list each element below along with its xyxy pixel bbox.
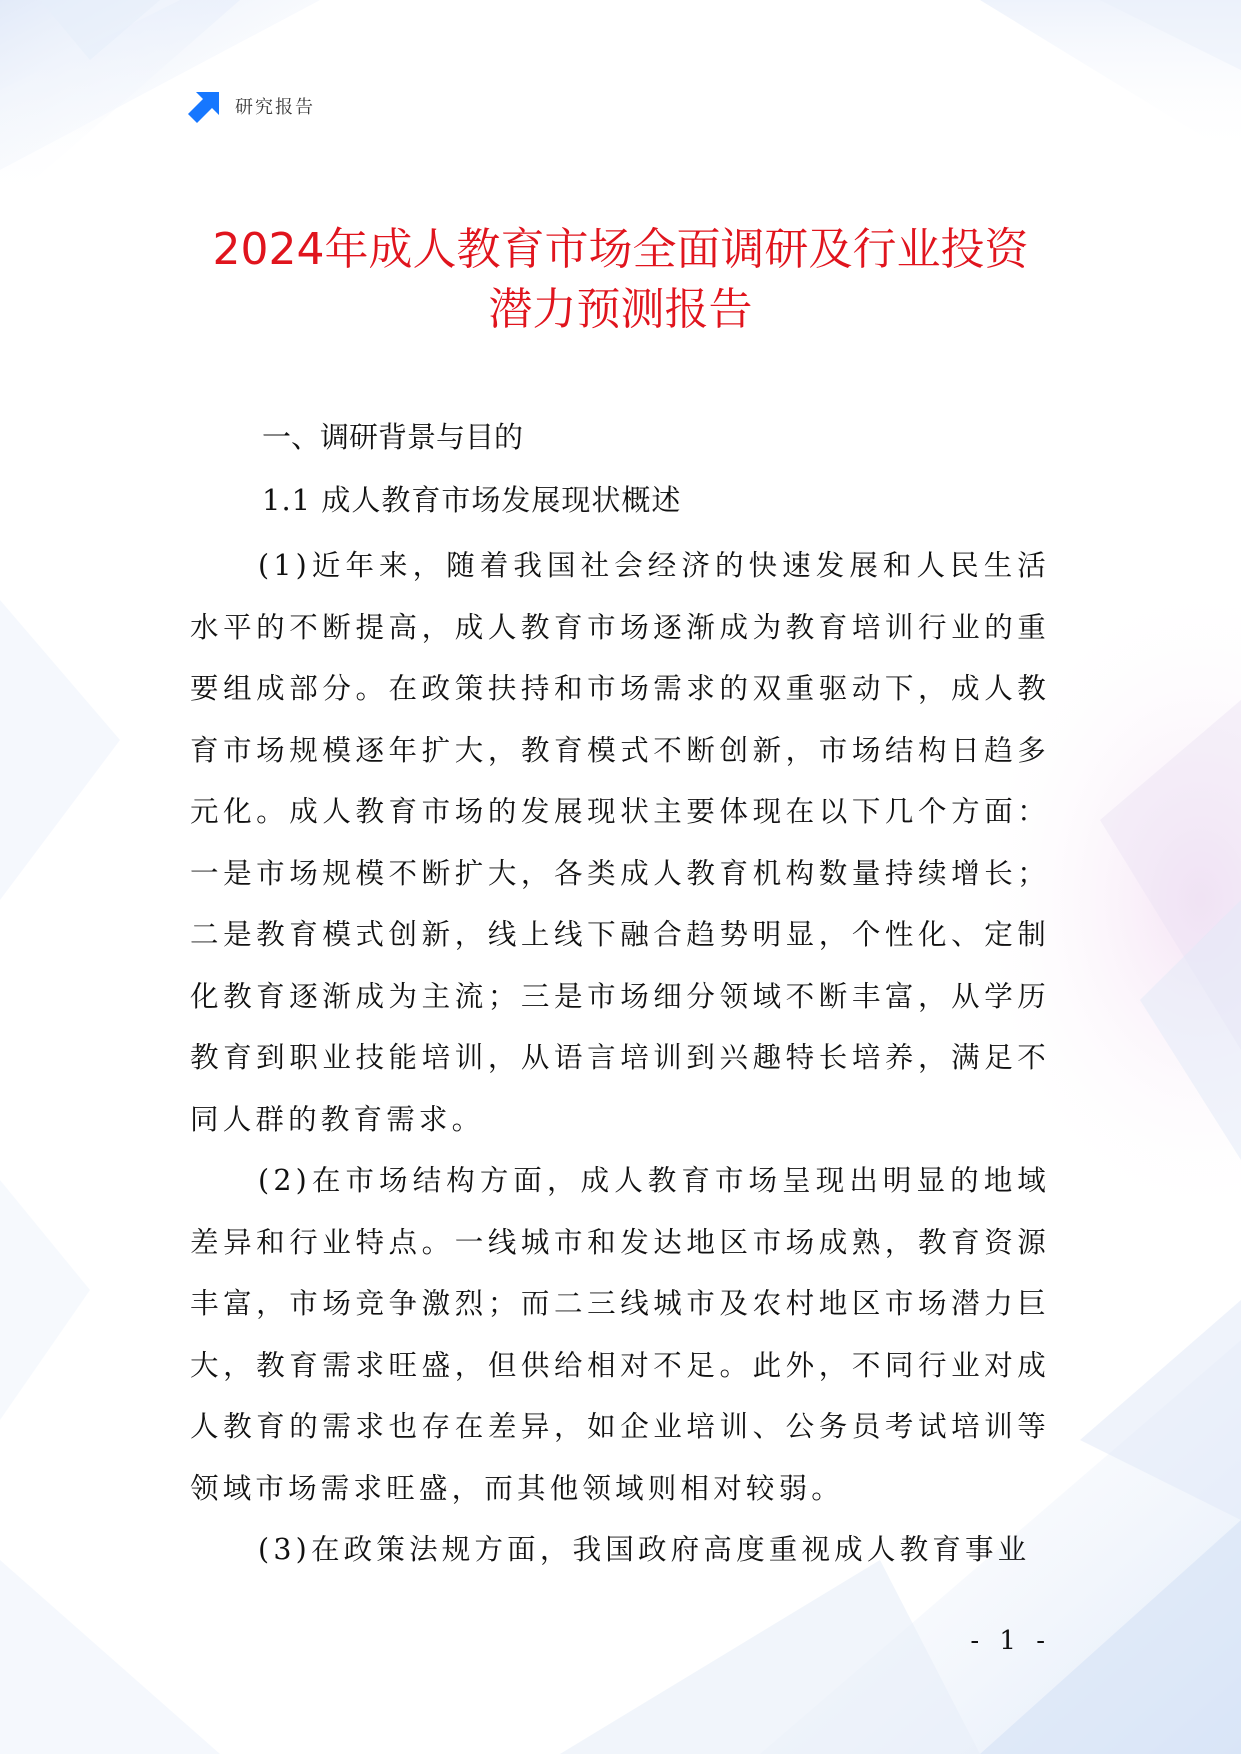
arrow-up-right-icon: [187, 88, 223, 124]
title-line-1: 2024年成人教育市场全面调研及行业投资: [212, 224, 1029, 275]
paragraph: (2)在市场结构方面，成人教育市场呈现出明显的地域差异和行业特点。一线城市和发达地区市场成熟，教育资源丰富，市场竞争激烈；而二三线城市及农村地区市场潜力巨大，教育需求旺盛，但供给相对不足。此外，不同行业对成人教育的需求也存在差异，如企业培训、公务员考试培训等领域市场需求旺盛，而其他领域则相对较弱。: [190, 1164, 1050, 1505]
body-text: [190, 535, 1050, 1581]
paragraph: (1)近年来，随着我国社会经济的快速发展和人民生活水平的不断提高，成人教育市场逐渐成为教育培训行业的重要组成部分。在政策扶持和市场需求的双重驱动下，成人教育市场规模逐年扩大，教育模式不断创新，市场结构日趋多元化。成人教育市场的发展现状主要体现在以下几个方面：一是市场规模不断扩大，各类成人教育机构数量持续增长；二是教育模式创新，线上线下融合趋势明显，个性化、定制化教育逐渐成为主流；三是市场细分领域不断丰富，从学历教育到职业技能培训，从语言培训到兴趣特长培养，满足不同人群的教育需求。: [190, 549, 1050, 1136]
report-header: [187, 88, 315, 124]
page-number: - 1 -: [970, 1626, 1051, 1656]
title-line-2: 潜力预测报告: [488, 284, 753, 335]
header-label: 研究报告: [235, 97, 315, 118]
paragraph: (3)在政策法规方面，我国政府高度重视成人教育事业: [258, 1533, 1031, 1566]
document-title: [150, 220, 1091, 340]
section-heading: 一、调研背景与目的: [262, 420, 524, 454]
sub-heading: 1.1 成人教育市场发展现状概述: [262, 483, 682, 517]
